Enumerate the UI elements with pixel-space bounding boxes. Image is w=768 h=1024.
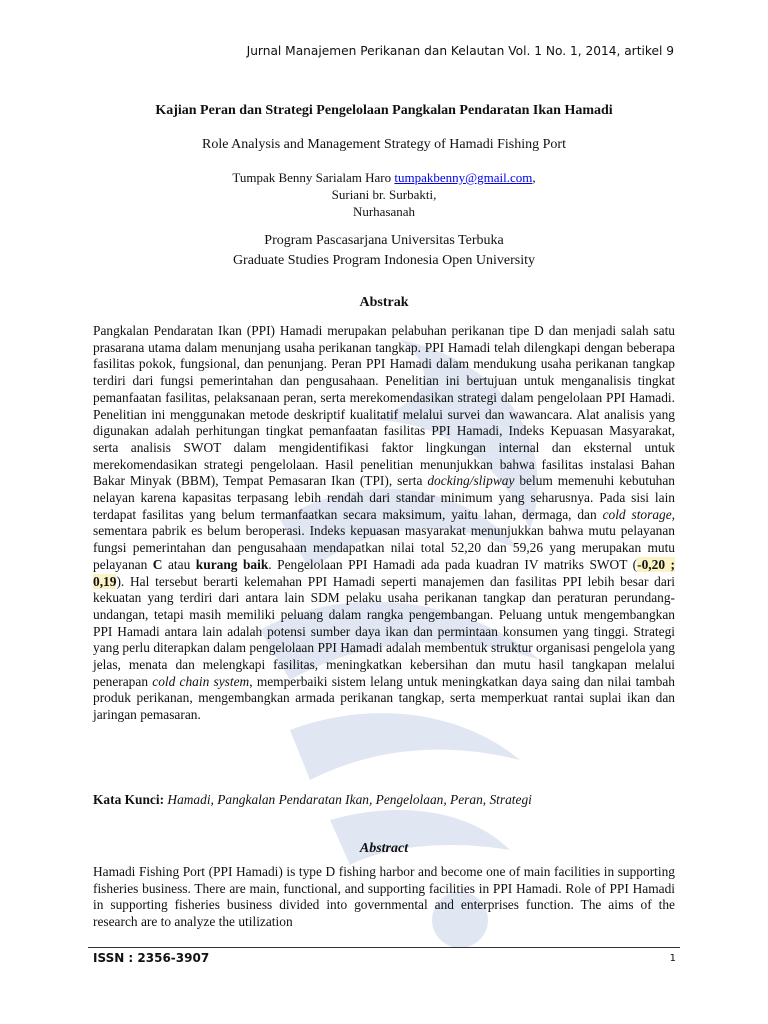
abstrak-text-6: ). Hal tersebut berarti kelemahan PPI Hamadi seperti manajemen dan fasilitas PPI lebih besar dari kekuatan yang terdiri dari antara lain SDM pelaku usaha perikanan tangkap dan peraturan perundang-undangan, tetapi masih memiliki peluang dalam rangka pengembangan. Peluang untuk mengembangkan PPI Hamadi antara lain adalah potensi sumber daya ikan dan permintaan konsumen yang tinggi. Strategi yang perlu diterapkan dalam pengelolaan PPI Hamadi adalah membentuk struktur organisasi pengelola yang jelas, menata dan melengkapi fasilitas, meningkatkan kebersihan dan mutu hasil tangkapan melalui penerapan [93, 573, 675, 689]
abstrak-bold-swot: -0,20 ; 0,19 [93, 556, 676, 589]
affiliation-en: Graduate Studies Program Indonesia Open University [232, 253, 536, 268]
page-number: 1 [669, 953, 676, 964]
abstract-heading: Abstract [359, 841, 409, 856]
author-1-suffix: , [532, 170, 536, 185]
affiliation [93, 231, 675, 271]
author-1 [93, 169, 675, 186]
author-1-name: Tumpak Benny Sarialam Haro [232, 170, 395, 185]
author-2: Suriani br. Surbakti, [331, 187, 437, 202]
affiliation-id: Program Pascasarjana Universitas Terbuka [264, 233, 504, 248]
author-list [93, 169, 675, 220]
abstrak-bold-c: C [152, 556, 163, 572]
abstrak-text-1: Pangkalan Pendaratan Ikan (PPI) Hamadi merupakan pelabuhan perikanan tipe D dan menjadi salah satu prasarana utama dalam menunjang usaha perikanan tangkap. PPI Hamadi telah dilengkapi dengan beberapa fasilitas pokok, fungsional, dan penunjang. Peran PPI Hamadi dalam mendukung usaha perikanan tangkap terdiri dari fungsi pemerintahan dan pengusahaan. Penelitian ini bertujuan untuk menganalisis tingkat pemanfaatan fasilitas, pelaksanaan peran, serta merekomendasikan strategi dalam pengelolaan PPI Hamadi. Penelitian ini menggunakan metode deskriptif kualitatif melalui survei dan wawancara. Alat analisis yang digunakan adalah perhitungan tingkat pemanfaatan fasilitas PPI Hamadi, Indeks Kepuasan Masyarakat, serta analisis SWOT dalam mengidentifikasi faktor lingkungan internal dan eksternal untuk merekomendasikan strategi pengelolaan. Hasil penelitian menunjukkan bahwa fasilitas instalasi Bahan Bakar Minyak (BBM), Tempat Pemasaran Ikan (TPI), serta [93, 323, 675, 489]
abstrak-text-5: . Pengelolaan PPI Hamadi ada pada kuadran IV matriks SWOT ( [268, 556, 638, 572]
abstrak-text-7: , memperbaiki sistem lelang untuk meningkatkan daya saing dan nilai tambah produk perikanan, mengembangkan armada perikanan tangkap, serta memperkuat rantai suplai ikan dan jaringan pemasaran. [93, 673, 675, 723]
abstrak-italic-cold-chain: cold chain system [152, 673, 250, 689]
abstrak-body [93, 323, 675, 724]
abstrak-bold-kurang-baik: kurang baik [195, 556, 269, 572]
abstrak-text-2: belum memenuhi kebutuhan nelayan karena kapasitas terpasang lebih rendah dari standar minimum yang seharusnya. Pada sisi lain terdapat fasilitas yang belum termanfaatkan secara maksimum, yaitu lahan, dermaga, dan [93, 473, 675, 522]
keywords-list: Hamadi, Pangkalan Pendaratan Ikan, Pengelolaan, Peran, Strategi [164, 792, 532, 807]
paper-subtitle: Role Analysis and Management Strategy of Hamadi Fishing Port [202, 137, 566, 152]
abstrak-italic-docking: docking/slipway [427, 473, 515, 489]
author-email-link[interactable]: tumpakbenny@gmail.com [394, 170, 533, 185]
journal-header: Jurnal Manajemen Perikanan dan Kelautan Vol. 1 No. 1, 2014, artikel 9 [246, 44, 674, 58]
abstrak-text-4: atau [162, 556, 196, 572]
abstrak-heading: Abstrak [359, 295, 409, 310]
abstrak-text-3: sementara pabrik es belum beroperasi. Indeks kepuasan masyarakat menunjukkan bahwa mutu pelayanan fungsi pemerintahan dan pengusahaan mendapatkan nilai total 52,20 dan 59,26 yang merupakan mutu pelayanan [93, 523, 675, 572]
paper-title: Kajian Peran dan Strategi Pengelolaan Pangkalan Pendaratan Ikan Hamadi [155, 103, 613, 118]
keywords [93, 792, 675, 808]
footer-issn: ISSN : 2356-3907 [93, 951, 210, 965]
keywords-label: Kata Kunci: [93, 792, 165, 807]
abstrak-italic-cold-storage: cold storage, [602, 506, 676, 522]
abstract-body: Hamadi Fishing Port (PPI Hamadi) is type D fishing harbor and become one of main facilities in supporting fisheries business. There are main, functional, and supporting facilities in PPI Hamadi. Role of PPI Hamadi in supporting fisheries business divided into governmental and enterprises function. The aims of the research are to analyze the utilization [93, 864, 675, 930]
author-3: Nurhasanah [352, 204, 416, 219]
footer-divider [88, 947, 680, 948]
